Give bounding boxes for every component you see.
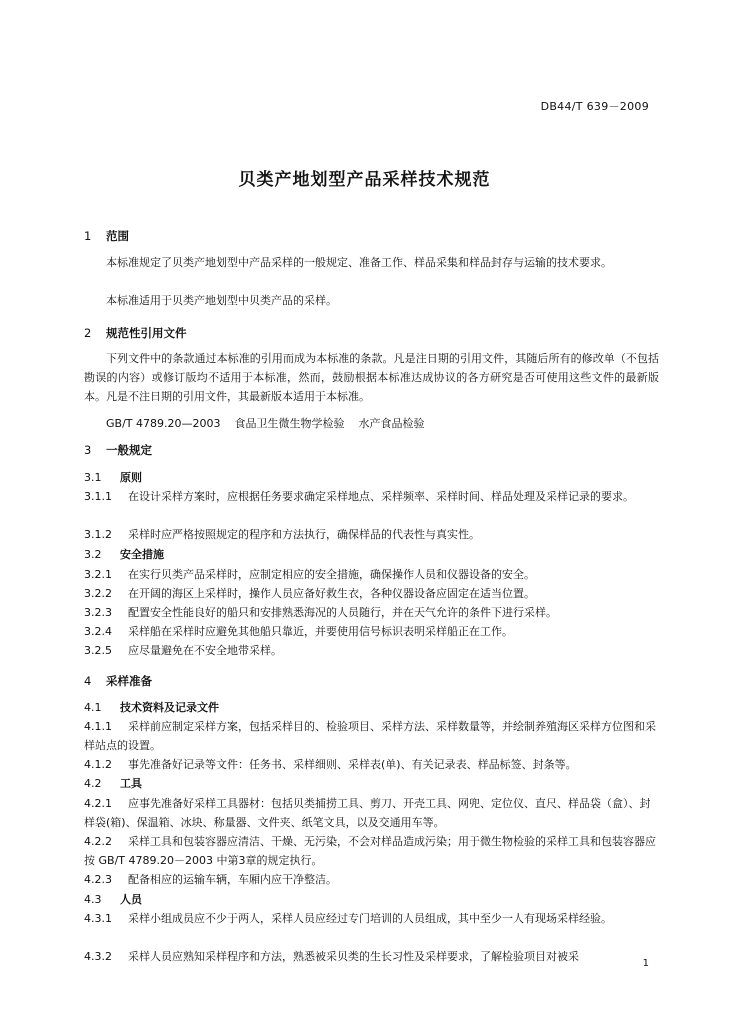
clause-number: 4.3.1 <box>84 912 112 925</box>
section-title: 范围 <box>106 229 129 243</box>
subsection-3-1-heading <box>84 469 142 485</box>
subsection-number: 4.3 <box>84 893 102 906</box>
clause-number: 4.1.1 <box>84 720 112 733</box>
clause-number: 4.2.1 <box>84 797 112 810</box>
normative-reference <box>106 415 424 431</box>
subsection-4-1-heading <box>84 699 219 715</box>
clause-3-2-2 <box>84 584 659 603</box>
subsection-number: 3.2 <box>84 548 102 561</box>
clause-3-1-2 <box>84 525 659 544</box>
subsection-number: 4.1 <box>84 701 102 714</box>
section-1-heading <box>84 228 129 244</box>
clause-text: 应事先准备好采样工具器材：包括贝类捕捞工具、剪刀、开壳工具、网兜、定位仪、直尺、样品袋（盒）、封样袋(箱)、保温箱、冰块、称量器、文件夹、纸笔文具，以及交通用车等。 <box>84 797 651 829</box>
clause-text: 应尽量避免在不安全地带采样。 <box>128 644 282 657</box>
clause-text: 采样人员应熟知采样程序和方法，熟悉被采贝类的生长习性及采样要求，了解检验项目对被采 <box>128 950 579 963</box>
clause-3-2-3 <box>84 603 659 622</box>
section-4-heading <box>84 673 152 689</box>
clause-text: 在设计采样方案时，应根据任务要求确定采样地点、采样频率、采样时间、样品处理及采样记录的要求。 <box>128 490 634 503</box>
clause-4-2-1 <box>84 794 659 832</box>
subsection-title: 人员 <box>120 893 142 906</box>
page-number: 1 <box>642 958 649 969</box>
clause-number: 4.2.3 <box>84 873 112 886</box>
clause-4-3-2 <box>84 947 659 966</box>
subsection-4-3-heading <box>84 891 142 907</box>
section-number: 4 <box>84 674 92 688</box>
section-number: 1 <box>84 229 92 243</box>
clause-text: 采样船在采样时应避免其他船只靠近，并要使用信号标识表明采样船正在工作。 <box>128 625 513 638</box>
section-title: 采样准备 <box>106 674 152 688</box>
subsection-title: 技术资料及记录文件 <box>120 701 219 714</box>
clause-4-3-1 <box>84 909 659 928</box>
clause-4-1-1 <box>84 717 659 755</box>
clause-number: 3.2.4 <box>84 625 112 638</box>
reference-subtitle: 水产食品检验 <box>358 417 425 430</box>
section-1-paragraph-2: 本标准适用于贝类产地划型中贝类产品的采样。 <box>106 294 337 307</box>
clause-number: 3.2.1 <box>84 568 112 581</box>
section-1-paragraph-1: 本标准规定了贝类产地划型中产品采样的一般规定、准备工作、样品采集和样品封存与运输的技术要求。 <box>106 256 612 269</box>
reference-title: 食品卫生微生物学检验 <box>234 417 345 430</box>
standard-code: DB44/T 639－2009 <box>540 100 649 113</box>
clause-number: 4.2.2 <box>84 835 112 848</box>
reference-code: GB/T 4789.20—2003 <box>106 417 221 430</box>
clause-text: 配置安全性能良好的船只和安排熟悉海况的人员随行，并在天气允许的条件下进行采样。 <box>128 606 557 619</box>
section-number: 2 <box>84 326 92 340</box>
subsection-number: 3.1 <box>84 471 102 484</box>
clause-3-2-5 <box>84 641 659 660</box>
section-3-heading <box>84 442 152 458</box>
clause-number: 3.1.1 <box>84 490 112 503</box>
clause-text: 配备相应的运输车辆，车厢内应干净整洁。 <box>128 873 337 886</box>
subsection-title: 原则 <box>120 471 142 484</box>
subsection-3-2-heading <box>84 546 164 562</box>
section-2-paragraph: 下列文件中的条款通过本标准的引用而成为本标准的条款。凡是注日期的引用文件，其随后所有的修改单（不包括勘误的内容）或修订版均不适用于本标准，然而，鼓励根据本标准达成协议的各方研究是否可使用这些文件的最新版本。凡是不注日期的引用文件，其最新版本适用于本标准。 <box>84 352 659 403</box>
clause-number: 3.2.2 <box>84 587 112 600</box>
subsection-4-2-heading <box>84 775 142 791</box>
section-title: 规范性引用文件 <box>106 326 187 340</box>
subsection-number: 4.2 <box>84 777 102 790</box>
clause-3-1-1 <box>84 487 659 506</box>
clause-3-2-4 <box>84 622 659 641</box>
clause-text: 在实行贝类产品采样时，应制定相应的安全措施，确保操作人员和仪器设备的安全。 <box>128 568 535 581</box>
subsection-title: 安全措施 <box>120 548 164 561</box>
clause-number: 4.1.2 <box>84 758 112 771</box>
document-title: 贝类产地划型产品采样技术规范 <box>238 170 491 190</box>
clause-4-1-2 <box>84 755 659 774</box>
clause-number: 3.2.5 <box>84 644 112 657</box>
clause-text: 采样时应严格按照规定的程序和方法执行，确保样品的代表性与真实性。 <box>128 528 480 541</box>
clause-number: 3.1.2 <box>84 528 112 541</box>
clause-3-2-1 <box>84 565 659 584</box>
section-title: 一般规定 <box>106 443 152 457</box>
section-number: 3 <box>84 443 92 457</box>
clause-text: 在开阔的海区上采样时，操作人员应备好救生衣，各种仪器设备应固定在适当位置。 <box>128 587 535 600</box>
clause-number: 4.3.2 <box>84 950 112 963</box>
clause-4-2-3 <box>84 870 659 889</box>
section-2-heading <box>84 325 187 341</box>
clause-number: 3.2.3 <box>84 606 112 619</box>
clause-text: 采样工具和包装容器应清洁、干燥、无污染，不会对样品造成污染；用于微生物检验的采样工具和包装容器应按 GB/T 4789.20－2003 中第3章的规定执行。 <box>84 835 656 867</box>
clause-4-2-2 <box>84 832 659 870</box>
clause-text: 事先准备好记录等文件：任务书、采样细则、采样表(单)、有关记录表、样品标签、封条等。 <box>128 758 577 771</box>
clause-text: 采样小组成员应不少于两人，采样人员应经过专门培训的人员组成，其中至少一人有现场采样经验。 <box>128 912 612 925</box>
subsection-title: 工具 <box>120 777 142 790</box>
clause-text: 采样前应制定采样方案，包括采样目的、检验项目、采样方法、采样数量等，并绘制养殖海区采样方位图和采样站点的设置。 <box>84 720 656 752</box>
